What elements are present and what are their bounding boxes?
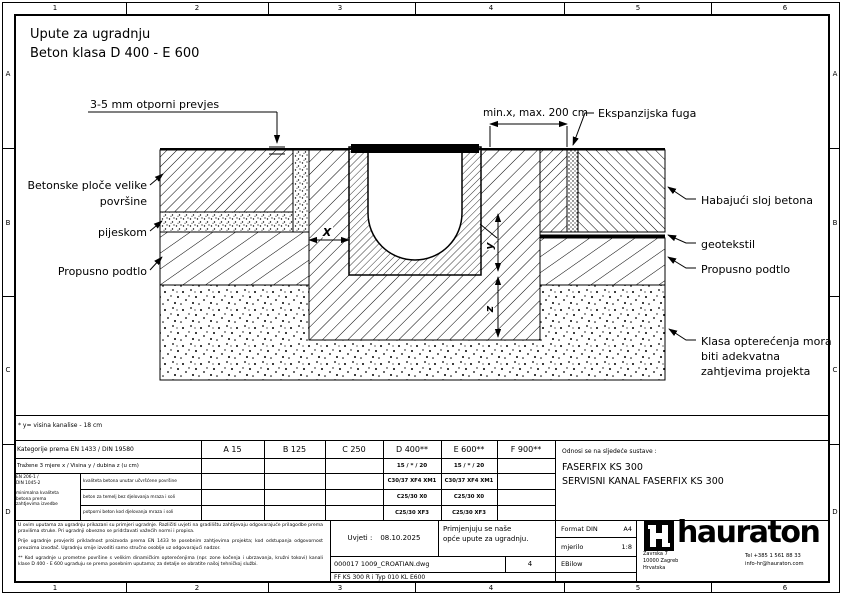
footnote: * y= visina kanalise - 18 cm <box>18 422 103 429</box>
concrete-cell: C25/30 X0 <box>396 494 428 500</box>
categories-label: Kategorije prema EN 1433 / DIN 19580 <box>17 445 134 453</box>
standard-cell <box>16 475 78 508</box>
brand-wordmark: hauraton <box>677 515 820 550</box>
expansion-label: Ekspanzijska fuga <box>598 107 697 120</box>
bedding-strip <box>293 150 309 232</box>
email-line: info-hr@hauraton.com <box>745 560 804 567</box>
permeable-subbase-right <box>540 238 665 285</box>
contact-block <box>745 553 804 569</box>
note-paragraph: ** Kod ugradnje u prometne površine s velikim dinamičkim opterećenjima (npr. zone kočenja i ubrzavanja, kružni tokovi) kanali klase D 400 - E 600 ugrađuju se prema posebnim uputama; za detalje se obratite našoj tehničkoj službi. <box>18 555 323 567</box>
right-labels <box>668 187 832 378</box>
author-cell: EBilow <box>561 560 583 568</box>
row-label: beton za temelj bez djelovanja mraza i soli <box>83 494 176 500</box>
dim-z-label: z <box>483 305 496 313</box>
class-header: C 250 <box>342 444 366 454</box>
dim-y-label: y <box>483 242 496 250</box>
ruler-label: B <box>832 219 838 227</box>
plates-label-1: Betonske ploče velike <box>27 179 147 192</box>
ruler-label: 5 <box>635 3 641 12</box>
dims-e600: 15 / * / 20 <box>453 462 485 469</box>
general-note-cell <box>443 525 528 545</box>
address-line: Zavrska 7 <box>643 551 668 557</box>
dim-x-label: X <box>322 226 332 239</box>
ruler-label: 4 <box>488 3 494 12</box>
title-line-2: Beton klasa D 400 - E 600 <box>30 45 200 61</box>
system-line: FASERFIX KS 300 <box>562 462 643 473</box>
channel-cavity <box>368 152 462 260</box>
expansion-annotation <box>573 107 696 145</box>
geotextile-label: geotekstil <box>701 238 756 251</box>
conditions-date: 08.10.2025 <box>380 534 421 542</box>
class-header: A 15 <box>223 444 242 454</box>
system-line: SERVISNI KANAL FASERFIX KS 300 <box>562 476 724 487</box>
ruler-label: 6 <box>782 3 788 12</box>
scale-label: mjerilo <box>561 542 584 551</box>
ruler-label: B <box>5 219 11 227</box>
conditions-cell <box>330 520 438 556</box>
phone-line: Tel +385 1 561 88 33 <box>745 553 801 559</box>
ruler-label: A <box>832 70 838 78</box>
permeable-subbase-left <box>160 232 309 285</box>
conditions-label: Uvjeti : <box>347 534 373 542</box>
ruler-label: 3 <box>337 584 343 592</box>
left-labels <box>27 174 163 278</box>
overhang-label: 3-5 mm otporni prevjes <box>90 98 220 111</box>
dims-d400: 15 / * / 20 <box>396 462 428 469</box>
ruler-label: 1 <box>52 3 58 12</box>
ruler-label: C <box>832 366 838 374</box>
ruler-label: 2 <box>194 584 200 592</box>
scale-value: 1:8 <box>621 542 632 551</box>
class-header: D 400** <box>396 444 428 454</box>
note-paragraph: Prije ugradnje provjeriti prikladnost proizvoda prema EN 1433 te posebnim zahtjevima projekta; kod odstupanja odgovornost preuzima izvođač. Ugradnju smije izvoditi samo stručno osoblje uz odgovarajući nadzor. <box>18 539 323 551</box>
expansion-joint <box>567 150 578 232</box>
title-line-1: Upute za ugradnju <box>30 27 151 42</box>
systems-heading: Odnosi se na sljedeće sustave : <box>562 448 657 455</box>
dimensions-label: Tražene 3 mjere x / Visina y / dubina z (u cm) <box>17 462 139 469</box>
ruler-label: D <box>5 508 11 516</box>
ruler-label: 6 <box>782 584 788 592</box>
address-line: 10000 Zagreb <box>643 558 679 564</box>
standard-line: DIN 1045-2 <box>16 480 41 486</box>
load-note-1: Klasa opterećenja mora <box>701 335 832 348</box>
span-dim-label: min.x, max. 200 cm <box>483 107 588 119</box>
standard-line: EN 206-1 / <box>16 475 39 480</box>
load-note-3: zahtjevima projekta <box>701 365 811 378</box>
concrete-cell: C30/37 XF4 XM1 <box>444 478 494 484</box>
format-label: Format DIN <box>561 524 598 533</box>
standard-line: betona prema <box>16 496 47 502</box>
sheet-number-cell: 4 <box>527 560 533 568</box>
concrete-cell: C25/30 X0 <box>453 494 485 500</box>
wearing-label: Habajući sloj betona <box>701 194 813 207</box>
ruler-label: C <box>5 366 11 374</box>
standard-line: zahtjevima izvedbe <box>16 502 58 508</box>
class-header: E 600** <box>453 444 485 454</box>
overhang-annotation <box>88 98 285 154</box>
permeable-right-label: Propusno podtlo <box>701 263 791 276</box>
ruler-label: 5 <box>635 584 641 592</box>
span-dimension <box>483 107 588 147</box>
file-name-cell: 000017 1009_CROATIAN.dwg <box>334 560 430 568</box>
general-note-2: opće upute za ugradnju. <box>443 534 529 543</box>
ruler-label: D <box>832 508 838 516</box>
wearing-course <box>578 150 665 232</box>
sand-label: pijeskom <box>97 226 147 239</box>
row-label: potporni beton kod djelovanja mraza i soli <box>83 510 174 515</box>
address-line: Hrvatska <box>643 565 666 571</box>
permeable-left-label: Propusno podtlo <box>57 265 147 278</box>
load-note-2: biti adekvatna <box>701 350 781 363</box>
concrete-cell: C25/30 XF3 <box>452 509 486 516</box>
ruler-label: 3 <box>337 3 343 12</box>
ruler-label: 1 <box>52 584 58 592</box>
ruler-label: 4 <box>488 584 494 592</box>
type-code-cell: FF KS 300 R i Typ 010 KL E600 <box>334 574 426 581</box>
format-value: A4 <box>623 524 632 533</box>
surface-strip <box>540 150 567 232</box>
standard-line: minimalna kvaliteta <box>16 491 59 497</box>
class-header: B 125 <box>282 444 307 454</box>
class-header: F 900** <box>510 444 542 454</box>
sand-bed-layer <box>160 212 293 232</box>
concrete-cell: C30/37 XF4 XM1 <box>387 478 437 484</box>
hauraton-logo-icon <box>644 521 674 551</box>
general-note-1: Primjenjuju se naše <box>443 525 512 533</box>
address-block <box>643 551 678 572</box>
concrete-cell: C25/30 XF3 <box>395 509 429 516</box>
installation-notes <box>18 523 323 572</box>
plates-label-2: površine <box>99 195 147 208</box>
row-label: kvaliteta betona unutar učvršćene površine <box>83 478 177 484</box>
note-paragraph: U ovim uputama za ugradnju prikazani su primjeri ugradnje. Različiti uvjeti na gradilištu zahtijevaju odgovarajuće prilagodbe prema pravilima struke. Pri ugradnji obvezno se pridržavati važećih normi i propisa. <box>18 523 323 535</box>
ruler-label: A <box>5 70 11 78</box>
concrete-plates <box>160 150 293 212</box>
ruler-label: 2 <box>194 3 200 12</box>
